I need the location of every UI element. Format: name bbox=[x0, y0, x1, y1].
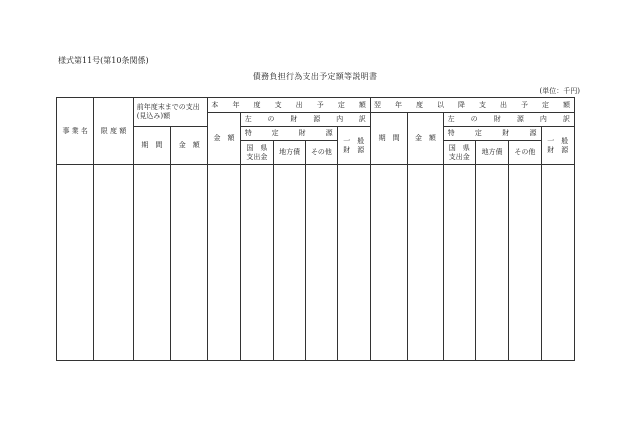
prior-amount-header: 金 額 bbox=[171, 127, 208, 165]
current-local-bond-header: 地方債 bbox=[274, 141, 306, 165]
future-years-header: 翌 年 度 以 降 支 出 予 定 額 bbox=[370, 98, 574, 113]
future-national-subsidy-header: 国 県 支出金 bbox=[443, 141, 475, 165]
future-other-header: その他 bbox=[509, 141, 541, 165]
project-name-header: 事 業 名 bbox=[57, 98, 94, 165]
current-year-header: 本 年 度 支 出 予 定 額 bbox=[208, 98, 371, 113]
future-period-header: 期 間 bbox=[370, 113, 407, 165]
expenditure-table bbox=[56, 97, 575, 361]
future-general-source-header: 一 般 財 源 bbox=[541, 127, 574, 165]
current-other-cell[interactable] bbox=[306, 165, 337, 361]
future-specific-source-header: 特 定 財 源 bbox=[443, 127, 541, 141]
table-row bbox=[57, 165, 575, 361]
current-local-bond-cell[interactable] bbox=[274, 165, 306, 361]
future-national-subsidy-cell[interactable] bbox=[443, 165, 475, 361]
future-general-source-cell[interactable] bbox=[541, 165, 574, 361]
form-reference: 様式第11号(第10条関係) bbox=[58, 56, 149, 65]
future-period-cell[interactable] bbox=[370, 165, 407, 361]
future-amount-header: 金 額 bbox=[408, 113, 443, 165]
prior-period-cell[interactable] bbox=[133, 165, 170, 361]
future-breakdown-header: 左 の 財 源 内 訳 bbox=[443, 113, 574, 127]
project-name-cell[interactable] bbox=[57, 165, 94, 361]
limit-amount-cell[interactable] bbox=[94, 165, 133, 361]
current-national-subsidy-header: 国 県 支出金 bbox=[240, 141, 273, 165]
future-other-cell[interactable] bbox=[509, 165, 541, 361]
current-general-source-header: 一 般 財 源 bbox=[337, 127, 370, 165]
current-specific-source-header: 特 定 財 源 bbox=[240, 127, 337, 141]
prior-expenditure-header: 前年度末までの支出(見込み)額 bbox=[133, 98, 208, 127]
future-local-bond-header: 地方債 bbox=[475, 141, 508, 165]
current-national-subsidy-cell[interactable] bbox=[240, 165, 273, 361]
current-other-header: その他 bbox=[306, 141, 337, 165]
current-amount-cell[interactable] bbox=[208, 165, 240, 361]
future-local-bond-cell[interactable] bbox=[475, 165, 508, 361]
document-title: 債務負担行為支出予定額等説明書 bbox=[252, 72, 378, 81]
prior-amount-cell[interactable] bbox=[171, 165, 208, 361]
prior-period-header: 期 間 bbox=[133, 127, 170, 165]
current-breakdown-header: 左 の 財 源 内 訳 bbox=[240, 113, 370, 127]
unit-note: (単位：千円) bbox=[539, 87, 580, 95]
limit-amount-header: 限 度 額 bbox=[94, 98, 133, 165]
future-amount-cell[interactable] bbox=[408, 165, 443, 361]
current-general-source-cell[interactable] bbox=[337, 165, 370, 361]
current-amount-header: 金 額 bbox=[208, 113, 240, 165]
